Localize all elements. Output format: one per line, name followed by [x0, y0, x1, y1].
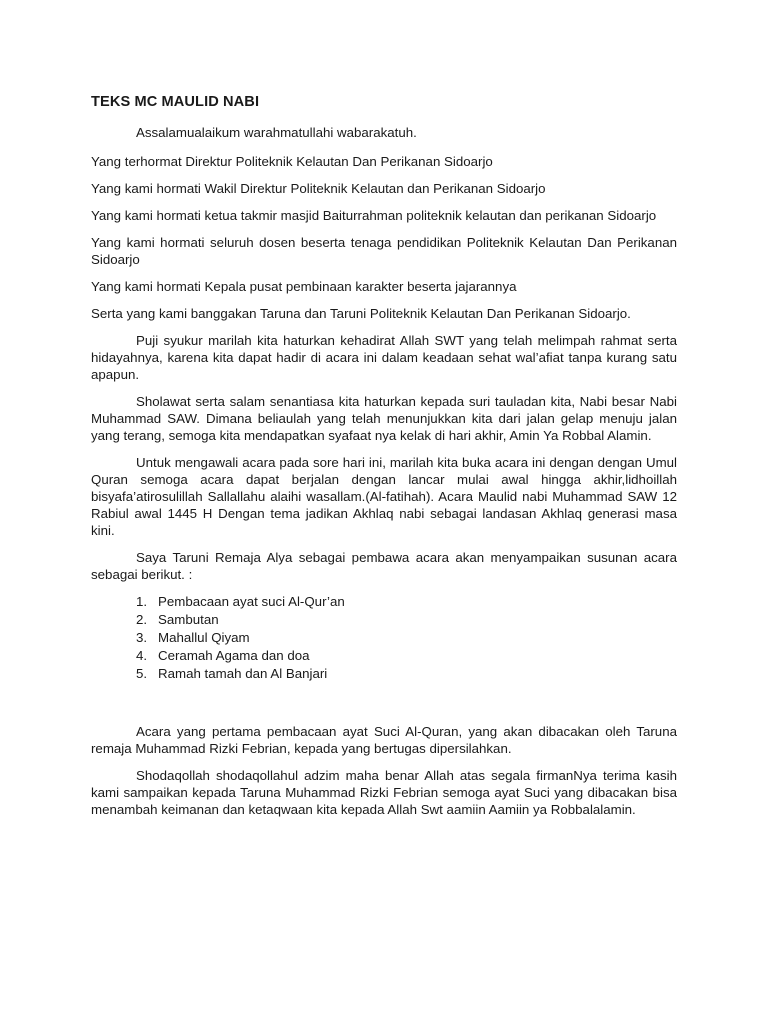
- agenda-item: [91, 629, 677, 647]
- agenda-list: [91, 593, 677, 683]
- body-paragraph: Saya Taruni Remaja Alya sebagai pembawa acara akan menyampaikan susunan acara sebagai berikut. :: [91, 550, 677, 582]
- salutation-line: Yang kami hormati seluruh dosen beserta tenaga pendidikan Politeknik Kelautan Dan Perikanan Sidoarjo: [91, 235, 677, 267]
- agenda-item: [91, 665, 677, 683]
- salutation-line: Yang kami hormati ketua takmir masjid Baiturrahman politeknik kelautan dan perikanan Sidoarjo: [91, 208, 657, 223]
- closing-paragraph: Acara yang pertama pembacaan ayat Suci Al-Quran, yang akan dibacakan oleh Taruna remaja Muhammad Rizki Febrian, kepada yang bertugas dipersilahkan.: [91, 724, 677, 756]
- document-title: TEKS MC MAULID NABI: [91, 94, 260, 110]
- agenda-item-text: Pembacaan ayat suci Al-Qur’an: [158, 594, 345, 609]
- agenda-item-number: 5.: [136, 666, 148, 681]
- body-paragraph: Puji syukur marilah kita haturkan kehadirat Allah SWT yang telah melimpah rahmat serta hidayahnya, karena kita dapat hadir di acara ini dalam keadaan sehat wal’afiat tanpa kurang satu apapun.: [91, 333, 677, 382]
- agenda-item: [91, 593, 677, 611]
- salutation-line: Yang kami hormati Wakil Direktur Politeknik Kelautan dan Perikanan Sidoarjo: [91, 181, 546, 196]
- agenda-item-number: 3.: [136, 630, 148, 645]
- agenda-item-number: 4.: [136, 648, 148, 663]
- body-paragraph: Sholawat serta salam senantiasa kita haturkan kepada suri tauladan kita, Nabi besar Nabi Muhammad SAW. Dimana beliaulah yang telah menunjukkan kita dari jalan gelap menuju jalan yang terang, semoga kita mendapatkan syafaat nya kelak di hari akhir, Amin Ya Robbal Alamin.: [91, 394, 677, 443]
- salutation-line: Yang kami hormati Kepala pusat pembinaan karakter beserta jajarannya: [91, 279, 517, 294]
- body-paragraph: Untuk mengawali acara pada sore hari ini, marilah kita buka acara ini dengan dengan Umul Quran semoga acara dapat berjalan dengan lancar mulai awal hingga akhir,lidhoillah bisyafa’atirosulillah Sallallahu alaihi wasallam.(Al-fatihah). Acara Maulid nabi Muhammad SAW 12 Rabiul awal 1445 H Dengan tema jadikan Akhlaq nabi sebagai landasan Akhlaq generasi masa kini.: [91, 455, 677, 538]
- agenda-item-text: Mahallul Qiyam: [158, 630, 250, 645]
- salutation-line: Yang terhormat Direktur Politeknik Kelautan Dan Perikanan Sidoarjo: [91, 154, 493, 169]
- greeting: Assalamualaikum warahmatullahi wabarakatuh.: [136, 125, 417, 140]
- agenda-item-number: 1.: [136, 594, 148, 609]
- agenda-list-wrapper: [91, 593, 677, 683]
- agenda-item: [91, 611, 677, 629]
- agenda-item-text: Ramah tamah dan Al Banjari: [158, 666, 328, 681]
- agenda-item-text: Sambutan: [158, 612, 219, 627]
- agenda-item-text: Ceramah Agama dan doa: [158, 648, 310, 663]
- agenda-item: [91, 647, 677, 665]
- salutation-line: Serta yang kami banggakan Taruna dan Taruni Politeknik Kelautan Dan Perikanan Sidoarjo.: [91, 306, 631, 321]
- agenda-item-number: 2.: [136, 612, 148, 627]
- closing-paragraph: Shodaqollah shodaqollahul adzim maha benar Allah atas segala firmanNya terima kasih kami sampaikan kepada Taruna Muhammad Rizki Febrian semoga ayat Suci yang dibacakan bisa menambah keimanan dan ketaqwaan kita kepada Allah Swt aamiin Aamiin ya Robbalalamin.: [91, 768, 677, 817]
